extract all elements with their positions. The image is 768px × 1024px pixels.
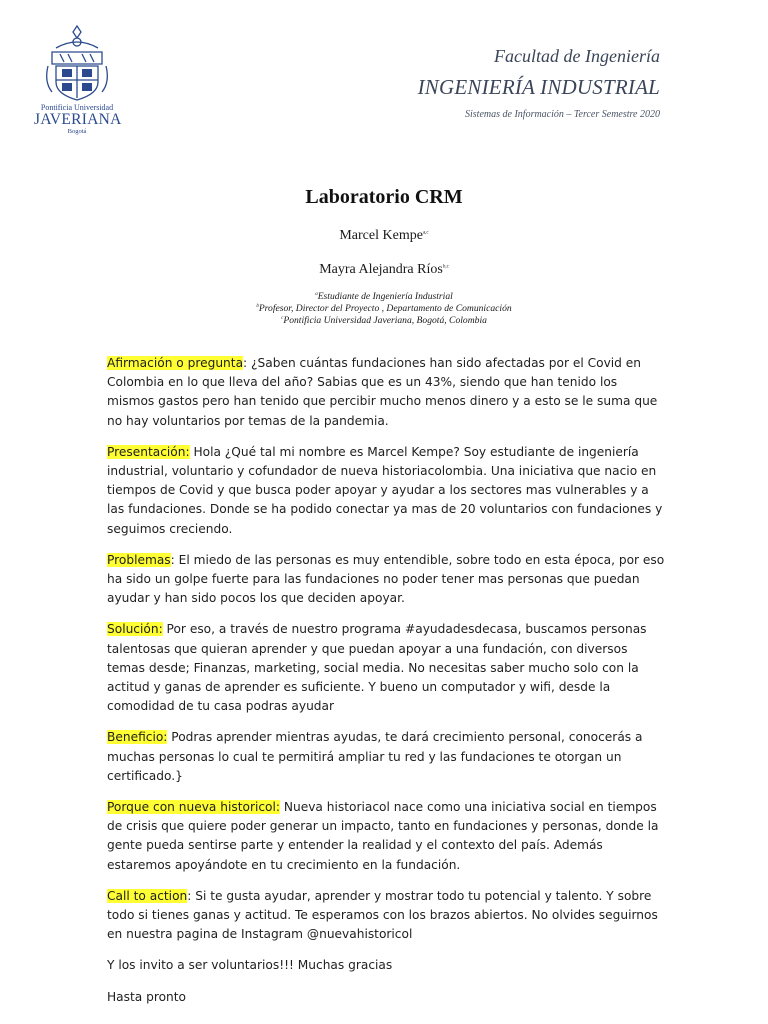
- logo-line-3: Bogotá: [67, 128, 87, 135]
- section-label: Call to action: [107, 888, 188, 903]
- section-solution: [107, 620, 667, 716]
- affiliation-3: [0, 315, 768, 327]
- author-1-name: Marcel Kempe: [339, 228, 423, 243]
- program-name: INGENIERÍA INDUSTRIAL: [417, 75, 660, 99]
- author-1-sup: a,c: [422, 230, 429, 236]
- university-logo: [34, 22, 120, 135]
- crest-icon: [42, 22, 112, 102]
- affiliation-2-text: Profesor, Director del Proyecto , Departamento de Comunicación: [258, 303, 512, 314]
- section-label-separator: :: [187, 888, 192, 903]
- section-text: ¿Saben cuántas fundaciones han sido afectadas por el Covid en Colombia en lo que lleva del año? Sabias que es un 43%, siendo que han tenido los mismos gastos pero han tenido que percibir mucho menos dinero y a esto se le suma que no hay voluntarios por temas de la pandemia.: [107, 356, 658, 428]
- section-label: Problemas: [107, 552, 171, 567]
- logo-line-1: Pontificia Universidad: [40, 103, 114, 112]
- section-text: El miedo de las personas es muy entendible, sobre todo en esta época, por eso ha sido un golpe fuerte para las fundaciones no poder tener mas personas que puedan ayudar y han sido pocos los que deciden apoyar.: [107, 552, 665, 606]
- section-text: Hola ¿Qué tal mi nombre es Marcel Kempe? Soy estudiante de ingeniería industrial, voluntario y cofundador de nueva historiacolombia. Una iniciativa que nacio en tiempos de Covid y que busca poder apoyar y ayudar a los sectores mas vulnerables y a las fundaciones. Donde se ha podido conectar ya mas de 20 voluntarios con fundaciones y seguimos creciendo.: [107, 444, 663, 536]
- affiliation-1-sup: a: [315, 291, 318, 297]
- affiliation-3-sup: c: [281, 315, 284, 321]
- section-affirmation: [107, 354, 667, 431]
- section-label: Afirmación o pregunta: [107, 356, 244, 370]
- section-label: Solución:: [107, 622, 163, 637]
- author-2-name: Mayra Alejandra Ríos: [319, 262, 443, 277]
- affiliation-1: [0, 291, 768, 303]
- section-presentation: [107, 443, 667, 539]
- affiliation-3-text: Pontificia Universidad Javeriana, Bogotá, Colombia: [283, 315, 487, 326]
- section-label-separator: :: [170, 552, 175, 567]
- affiliation-1-text: Estudiante de Ingeniería Industrial: [317, 291, 453, 302]
- section-benefit: [107, 728, 667, 786]
- closing-line-2: Hasta pronto: [107, 989, 186, 1004]
- section-problems: [107, 551, 667, 609]
- section-label: Beneficio:: [107, 730, 168, 745]
- section-text: Podras aprender mientras ayudas, te dará crecimiento personal, conocerás a muchas personas lo cual te permitirá ampliar tu red y las fundaciones te otorgan un certificado.}: [107, 730, 643, 783]
- faculty-name: Facultad de Ingeniería: [494, 46, 660, 66]
- document-title: Laboratorio CRM: [305, 186, 463, 208]
- author-1: [0, 228, 768, 244]
- section-call-to-action: [107, 887, 667, 945]
- affiliation-2-sup: b: [256, 303, 259, 309]
- section-text: Si te gusta ayudar, aprender y mostrar todo tu potencial y talento. Y sobre todo si tienes ganas y actitud. Te esperamos con los brazos abiertos. No olvides seguirnos en nuestra pagina de Instagram @nuevahistoricol: [107, 888, 658, 942]
- closing-line-1: Y los invito a ser voluntarios!!! Muchas gracias: [107, 958, 393, 973]
- section-label: Porque con nueva historicol:: [107, 800, 280, 815]
- logo-line-2: JAVERIANA: [34, 111, 122, 128]
- affiliation-2: [0, 303, 768, 315]
- section-text: Por eso, a través de nuestro programa #ayudadesdecasa, buscamos personas talentosas que quieran aprender y que puedan apoyar a una fundación, con diversos temas desde; Finanzas, marketing, social media. No necesitas saber mucho solo con la actitud y ganas de aprender es suficiente. Y bueno un computador y wifi, desde la comodidad de tu casa podras ayudar: [107, 622, 647, 714]
- section-text: Nueva historiacol nace como una iniciativa social en tiempos de crisis que quiere poder generar un impacto, tanto en fundaciones y personas, donde la gente pueda sentirse parte y entender la realidad y el contexto del país. Además estaremos apoyándote en tu crecimiento en la fundación.: [107, 800, 659, 872]
- author-2-sup: b,c: [442, 264, 449, 270]
- course-info: Sistemas de Información – Tercer Semestre 2020: [465, 109, 660, 120]
- section-why-nueva-historicol: [107, 798, 667, 875]
- document-body: [107, 354, 667, 1019]
- section-label: Presentación:: [107, 444, 190, 459]
- section-label-separator: :: [243, 356, 248, 370]
- author-2: [0, 262, 768, 278]
